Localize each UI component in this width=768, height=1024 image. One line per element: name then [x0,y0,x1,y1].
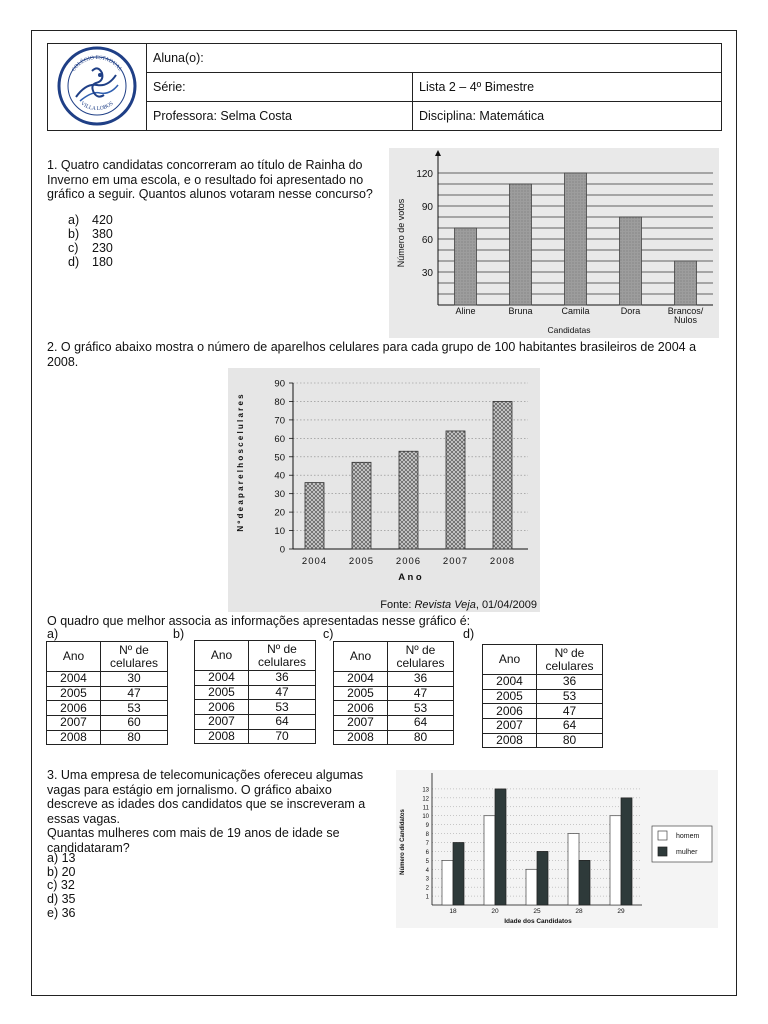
question-2-prompt: O quadro que melhor associa as informações apresentadas nesse gráfico é: [47,614,471,628]
table-row: 2005 53 [483,689,603,704]
option-a[interactable]: a) 420 [68,213,113,227]
bar-aline [455,228,477,305]
table-head-count: Nº de celulares [537,645,603,675]
table-head-year: Ano [483,645,537,675]
table-c-label[interactable]: c) [323,627,334,641]
question-1-text: 1. Quatro candidatas concorreram ao título de Rainha do Inverno em uma escola, e o resultado foi apresentado no gráfico a seguir. Quantos alunos votaram nesse concurso? [47,158,373,201]
chart-candidates [396,770,718,928]
y-tick-label: 30 [274,489,285,501]
table-d-label[interactable]: d) [463,627,475,641]
y-tick-label: 2 [425,885,429,892]
y-tick-label: 8 [425,832,429,839]
legend-swatch-mulher [658,847,667,856]
x-tick-label: Brancos/ [667,306,704,316]
table-row: 2008 80 [334,730,454,745]
table-head-count: Nº de celulares [249,641,316,671]
option-d[interactable]: d) 35 [47,892,76,907]
bar-homem-28 [568,834,579,905]
grade-field[interactable]: Série: [147,73,413,102]
bar-mulher-18 [453,843,464,906]
y-tick-label: 1 [425,894,429,901]
x-tick-label: 29 [617,908,625,915]
y-tick-label: 11 [422,805,429,812]
y-tick-label: 9 [425,823,429,830]
bar-homem-18 [442,860,453,905]
x-tick-label: 2004 [301,556,328,567]
option-e[interactable]: e) 36 [47,905,76,920]
student-name-field[interactable]: Aluna(o): [147,44,722,73]
bar-mulher-29 [621,798,632,905]
option-d[interactable]: d) 180 [68,255,113,269]
y-tick-label: 70 [274,415,285,427]
x-tick-label: Bruna [508,306,533,316]
table-a-label[interactable]: a) [47,627,59,641]
table-row: 2007 64 [483,719,603,734]
bar-mulher-28 [579,860,590,905]
chart-votes-svg [389,148,719,338]
x-axis-label: A n o [398,572,422,583]
table-row: 2004 36 [195,671,316,686]
answer-table-b[interactable] [194,640,316,744]
table-head-count: Nº de celulares [101,642,168,672]
legend-swatch-homem [658,831,667,840]
table-row: 2006 53 [195,700,316,715]
logo-text-bottom: VILLA LOBOS [79,100,115,112]
table-row: 2005 47 [47,686,168,701]
x-tick-label: 28 [575,908,583,915]
y-tick-label: 13 [422,787,429,794]
bar-homem-29 [610,816,621,905]
x-tick-label: 18 [449,908,457,915]
bar-mulher-25 [537,851,548,905]
school-logo-cell [48,44,147,131]
chart-votes [389,148,719,338]
table-row: 2007 64 [334,716,454,731]
y-tick-label: 3 [425,876,429,883]
answer-table-a[interactable] [46,641,168,745]
teacher-name: Professora: Selma Costa [147,102,413,131]
bar-2005 [352,462,371,549]
y-tick-label: 90 [274,378,285,390]
subject-name: Disciplina: Matemática [413,102,722,131]
school-logo [56,45,138,127]
bar-mulher-20 [495,789,506,905]
legend-label-mulher: mulher [676,849,698,856]
y-tick-label: 120 [416,169,433,180]
chart-candidates-svg [396,770,718,928]
question-3-options [47,852,76,921]
question-1-options [68,213,113,269]
y-tick-label: 10 [422,814,429,821]
y-tick-label: 60 [421,235,433,246]
chart-phones [228,368,540,612]
y-tick-label: 80 [274,396,285,408]
table-row: 2004 30 [47,672,168,687]
bar-homem-25 [526,869,537,905]
y-axis-label: N º d e a p a r e l h o s c e l u l a r e s [236,394,245,532]
option-c[interactable]: c) 230 [68,241,113,255]
y-tick-label: 7 [425,841,429,847]
y-tick-label: 60 [274,433,285,445]
y-axis-arrow [435,150,441,156]
bar-bruna [510,184,532,305]
option-b[interactable]: b) 380 [68,227,113,241]
table-head-year: Ano [334,642,388,672]
bar-brancos [675,261,697,305]
x-tick-label: 2007 [442,556,469,567]
bar-dora [620,217,642,305]
table-row: 2008 80 [47,730,168,745]
list-title: Lista 2 – 4º Bimestre [413,73,722,102]
bar-camila [565,173,587,305]
legend-label-homem: homem [676,833,700,840]
table-row: 2006 53 [334,701,454,716]
x-tick-label: 2006 [395,556,422,567]
y-tick-label: 50 [274,452,285,464]
x-tick-label: 2008 [489,556,516,567]
table-row: 2006 47 [483,704,603,719]
x-tick-label: Camila [561,306,590,316]
table-row: 2005 47 [334,686,454,701]
table-row: 2005 47 [195,685,316,700]
y-tick-label: 20 [274,507,285,519]
table-row: 2007 64 [195,715,316,730]
x-tick-label: 2005 [348,556,375,567]
y-tick-label: 4 [425,867,429,874]
x-tick-label: 20 [491,908,499,915]
table-head-year: Ano [47,642,101,672]
y-tick-label: 12 [422,796,429,803]
y-tick-label: 5 [425,858,429,865]
chart-phones-svg [228,368,540,612]
table-row: 2007 60 [47,716,168,731]
y-tick-label: 30 [421,268,433,279]
bar-2006 [399,451,418,549]
table-head-count: Nº de celulares [388,642,454,672]
y-tick-label: 40 [274,470,285,482]
table-row: 2008 80 [483,733,603,748]
answer-table-d[interactable] [482,644,603,748]
x-axis-label: Candidatas [547,325,591,335]
option-a[interactable]: a) 13 [47,851,76,865]
bar-homem-20 [484,816,495,905]
table-row: 2008 70 [195,729,316,744]
table-b-label[interactable]: b) [173,627,185,641]
answer-table-c[interactable] [333,641,454,745]
question-2-text: 2. O gráfico abaixo mostra o número de aparelhos celulares para cada grupo de 100 habitantes brasileiros de 2004 a 2008. [47,340,697,369]
y-tick-label: 0 [279,544,285,556]
x-tick-label: Aline [455,306,476,316]
x-tick-label: Dora [620,306,641,316]
y-axis-label: Número de Candidatos [400,809,406,875]
x-tick-label: 25 [533,908,541,915]
option-b[interactable]: b) 20 [47,864,76,879]
bar-2008 [493,401,512,549]
header-table [47,43,722,131]
source-note: Fonte: Revista Veja, 01/04/2009 [380,599,537,611]
table-row: 2006 53 [47,701,168,716]
table-row: 2004 36 [334,672,454,687]
x-tick-label: Nulos [673,315,698,325]
bar-2007 [446,431,465,549]
option-c[interactable]: c) 32 [47,878,75,893]
x-axis-label: Idade dos Candidatos [504,918,572,925]
y-axis-label: Número de votos [396,198,406,268]
question-3-text: 3. Uma empresa de telecomunicações ofereceu algumas vagas para estágio em jornalismo. O gráfico abaixo descreve as idades dos candidatos que se inscreveram a essas vagas. Quantas mulheres com mais de 19 anos de idade se candidataram? [47,768,366,855]
bar-2004 [305,483,324,549]
table-head-year: Ano [195,641,249,671]
table-row: 2004 36 [483,675,603,690]
y-tick-label: 90 [421,202,433,213]
y-tick-label: 6 [425,849,429,856]
logo-text-top: COLÉGIO ESTADUAL [70,54,124,73]
legend [652,826,712,862]
y-tick-label: 10 [274,526,285,538]
